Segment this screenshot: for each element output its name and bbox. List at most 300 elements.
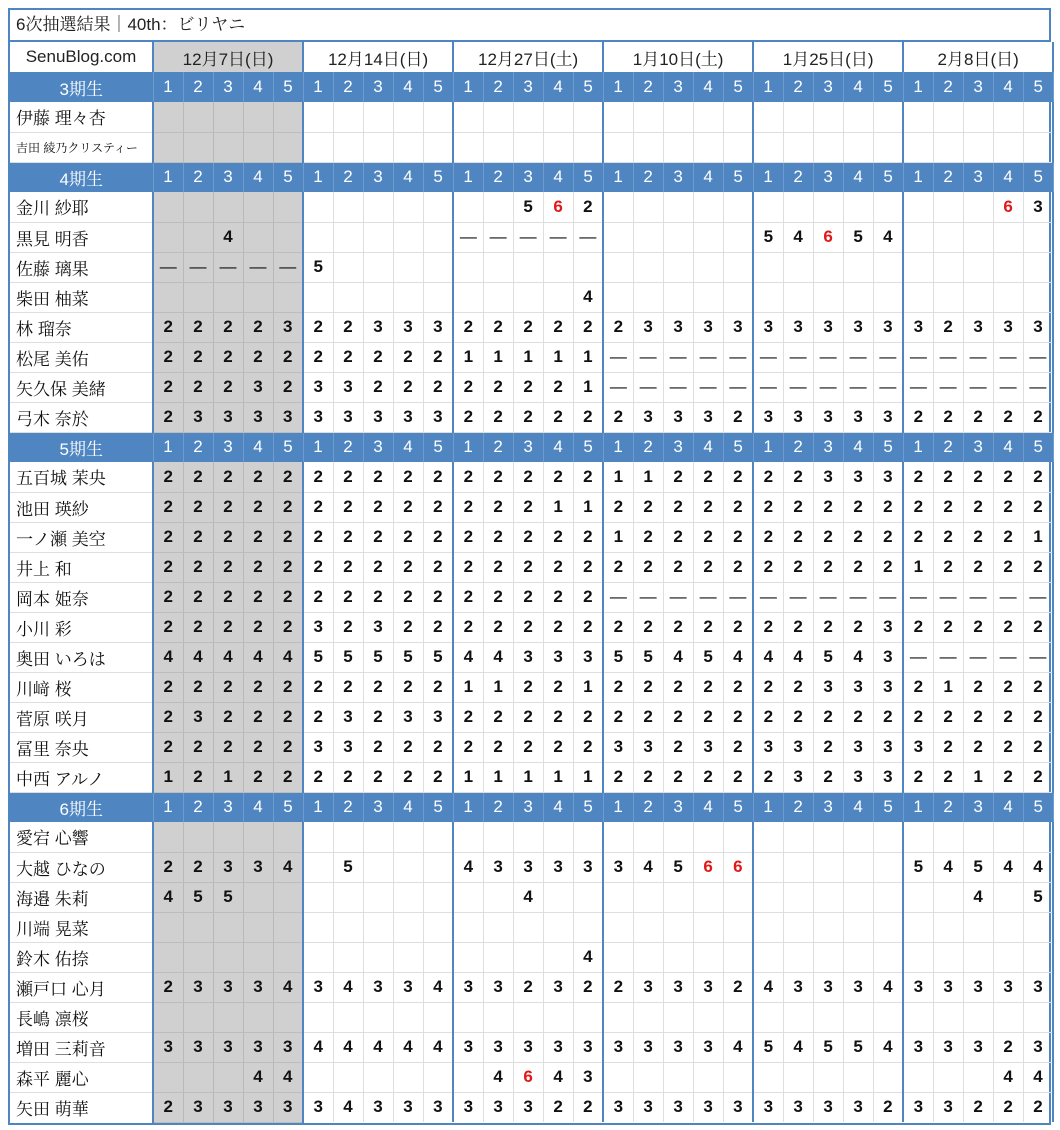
slot-number: 5	[573, 432, 603, 462]
result-cell: 3	[873, 762, 903, 792]
result-cell	[243, 912, 273, 942]
result-cell: 3	[783, 762, 813, 792]
result-cell: 3	[273, 402, 303, 432]
slot-number: 1	[303, 792, 333, 822]
result-cell: 2	[573, 1092, 603, 1122]
result-cell	[603, 132, 633, 162]
result-cell: 3	[903, 1092, 933, 1122]
result-cell: 2	[423, 582, 453, 612]
slot-number: 2	[483, 792, 513, 822]
result-cell: 3	[423, 402, 453, 432]
result-cell: 2	[843, 612, 873, 642]
result-cell	[843, 1062, 873, 1092]
result-cell: 2	[573, 702, 603, 732]
result-cell: 2	[303, 312, 333, 342]
slot-number: 3	[363, 432, 393, 462]
slot-number: 1	[453, 792, 483, 822]
result-cell	[873, 852, 903, 882]
result-cell: 3	[303, 372, 333, 402]
result-cell: 4	[333, 1032, 363, 1062]
member-name: 弓木 奈於	[10, 402, 153, 432]
result-cell: 2	[273, 372, 303, 402]
member-row	[10, 222, 1053, 252]
result-cell	[573, 822, 603, 852]
slot-number: 4	[693, 72, 723, 102]
result-cell: —	[633, 582, 663, 612]
result-cell	[633, 822, 663, 852]
result-cell	[603, 912, 633, 942]
result-cell: 2	[483, 552, 513, 582]
result-cell: 4	[423, 1032, 453, 1062]
result-cell: 3	[303, 1092, 333, 1122]
result-cell	[153, 192, 183, 222]
result-cell	[543, 912, 573, 942]
result-cell: 2	[153, 672, 183, 702]
result-cell: 3	[633, 972, 663, 1002]
result-cell	[903, 222, 933, 252]
result-cell	[243, 132, 273, 162]
result-cell: 2	[663, 762, 693, 792]
result-cell	[513, 1002, 543, 1032]
result-cell	[993, 282, 1023, 312]
result-cell	[753, 942, 783, 972]
result-cell	[273, 222, 303, 252]
result-cell: 2	[513, 402, 543, 432]
result-cell: 2	[273, 762, 303, 792]
result-cell	[423, 1002, 453, 1032]
result-cell	[273, 942, 303, 972]
result-cell: 2	[603, 312, 633, 342]
result-cell: 4	[1023, 852, 1053, 882]
result-cell	[393, 282, 423, 312]
result-cell	[663, 132, 693, 162]
slot-number: 5	[423, 432, 453, 462]
result-cell	[633, 222, 663, 252]
result-cell: 5	[183, 882, 213, 912]
result-cell: —	[993, 642, 1023, 672]
result-cell	[273, 1002, 303, 1032]
result-cell: 2	[663, 462, 693, 492]
slot-number: 5	[273, 72, 303, 102]
result-cell: —	[933, 342, 963, 372]
result-cell: 5	[393, 642, 423, 672]
result-cell	[333, 192, 363, 222]
slot-number: 4	[243, 792, 273, 822]
member-row	[10, 132, 1053, 162]
result-cell	[153, 282, 183, 312]
result-cell	[663, 252, 693, 282]
result-cell: 3	[363, 312, 393, 342]
result-cell	[843, 1002, 873, 1032]
result-cell	[783, 132, 813, 162]
result-cell	[693, 942, 723, 972]
result-cell: 3	[843, 672, 873, 702]
result-cell: 2	[363, 732, 393, 762]
result-cell	[663, 102, 693, 132]
result-cell	[483, 252, 513, 282]
result-cell: 3	[513, 1092, 543, 1122]
slot-number: 3	[813, 432, 843, 462]
result-cell	[843, 912, 873, 942]
date-header-2: 12月14日(日)	[303, 42, 453, 72]
result-cell: 2	[453, 372, 483, 402]
result-cell: 2	[453, 402, 483, 432]
slot-number: 1	[603, 432, 633, 462]
result-cell: —	[783, 582, 813, 612]
result-cell	[423, 192, 453, 222]
result-cell: 1	[153, 762, 183, 792]
result-cell: 2	[663, 612, 693, 642]
slot-number: 2	[483, 162, 513, 192]
member-row	[10, 642, 1053, 672]
result-cell: 3	[423, 312, 453, 342]
result-cell	[1023, 132, 1053, 162]
result-cell: 3	[153, 1032, 183, 1062]
result-cell: 2	[753, 492, 783, 522]
result-cell: 2	[843, 552, 873, 582]
result-cell: 3	[243, 1092, 273, 1122]
result-cell: 2	[663, 732, 693, 762]
result-cell: 3	[873, 402, 903, 432]
result-cell	[483, 912, 513, 942]
result-cell	[963, 252, 993, 282]
result-cell: 3	[483, 1032, 513, 1062]
date-header-3: 12月27日(土)	[453, 42, 603, 72]
result-cell: 3	[783, 1092, 813, 1122]
result-cell	[873, 282, 903, 312]
result-cell	[813, 1002, 843, 1032]
result-cell	[393, 942, 423, 972]
result-cell: —	[783, 372, 813, 402]
result-cell: 4	[1023, 1062, 1053, 1092]
slot-number: 1	[753, 162, 783, 192]
result-cell: 3	[423, 1092, 453, 1122]
result-cell	[483, 942, 513, 972]
result-cell	[543, 942, 573, 972]
result-cell	[813, 912, 843, 942]
result-cell: 3	[243, 852, 273, 882]
slot-number: 2	[483, 72, 513, 102]
result-cell: 4	[543, 1062, 573, 1092]
result-cell	[783, 852, 813, 882]
result-cell: 2	[963, 402, 993, 432]
result-cell: 3	[753, 402, 783, 432]
result-cell	[453, 882, 483, 912]
result-cell	[363, 882, 393, 912]
slot-number: 3	[363, 792, 393, 822]
result-cell: 2	[423, 732, 453, 762]
result-cell: 2	[633, 672, 663, 702]
result-cell: 1	[453, 672, 483, 702]
result-cell: —	[903, 342, 933, 372]
result-cell: 2	[723, 492, 753, 522]
result-cell: 2	[543, 462, 573, 492]
result-cell: 2	[873, 492, 903, 522]
result-cell: 2	[1023, 672, 1053, 702]
slot-number: 4	[993, 162, 1023, 192]
slot-number: 1	[303, 72, 333, 102]
result-cell	[723, 882, 753, 912]
result-cell: 2	[573, 552, 603, 582]
result-cell	[873, 102, 903, 132]
result-cell: —	[963, 342, 993, 372]
result-cell	[813, 882, 843, 912]
slot-number: 5	[573, 72, 603, 102]
result-cell: 2	[183, 372, 213, 402]
slot-number: 3	[513, 432, 543, 462]
result-cell: 1	[603, 522, 633, 552]
result-cell	[363, 1062, 393, 1092]
result-cell: 2	[783, 612, 813, 642]
result-cell	[813, 192, 843, 222]
slot-number: 2	[183, 72, 213, 102]
member-row	[10, 672, 1053, 702]
result-cell: 2	[603, 702, 633, 732]
result-cell	[693, 882, 723, 912]
result-cell: 2	[573, 402, 603, 432]
result-cell: 6	[993, 192, 1023, 222]
result-cell	[693, 282, 723, 312]
result-cell: 2	[813, 492, 843, 522]
result-cell: 2	[333, 462, 363, 492]
result-cell: 3	[243, 402, 273, 432]
result-cell: 2	[243, 672, 273, 702]
slot-number: 2	[183, 162, 213, 192]
result-cell	[663, 1002, 693, 1032]
result-cell: 2	[243, 582, 273, 612]
result-cell	[903, 882, 933, 912]
result-cell: 5	[813, 642, 843, 672]
result-cell: 2	[903, 462, 933, 492]
result-cell	[663, 282, 693, 312]
slot-number: 3	[963, 792, 993, 822]
result-cell	[213, 132, 243, 162]
member-name: 増田 三莉音	[10, 1032, 153, 1062]
result-cell: 2	[783, 552, 813, 582]
result-cell	[393, 252, 423, 282]
result-cell: 2	[933, 492, 963, 522]
result-cell	[303, 222, 333, 252]
result-cell: 4	[783, 642, 813, 672]
result-cell: 4	[273, 642, 303, 672]
result-cell	[723, 1002, 753, 1032]
result-cell: 3	[843, 312, 873, 342]
slot-number: 4	[993, 792, 1023, 822]
result-cell: 2	[633, 612, 663, 642]
result-cell	[693, 912, 723, 942]
result-cell	[633, 132, 663, 162]
result-cell	[573, 912, 603, 942]
result-cell: 2	[513, 522, 543, 552]
result-cell	[933, 192, 963, 222]
result-cell: 2	[153, 492, 183, 522]
result-cell	[1023, 222, 1053, 252]
result-cell	[693, 822, 723, 852]
result-cell	[453, 1002, 483, 1032]
slot-number: 5	[423, 162, 453, 192]
result-cell	[693, 192, 723, 222]
result-cell: 3	[783, 402, 813, 432]
result-cell	[963, 1062, 993, 1092]
result-cell: 2	[453, 732, 483, 762]
result-cell: 2	[903, 402, 933, 432]
result-cell	[873, 252, 903, 282]
result-cell	[393, 882, 423, 912]
result-cell: 2	[213, 732, 243, 762]
result-cell: 2	[1023, 702, 1053, 732]
result-cell: 2	[453, 552, 483, 582]
result-cell: 2	[243, 522, 273, 552]
result-cell: 3	[603, 1092, 633, 1122]
result-cell	[783, 1062, 813, 1092]
member-name: 五百城 茉央	[10, 462, 153, 492]
result-cell: 2	[663, 702, 693, 732]
result-cell: 2	[933, 732, 963, 762]
result-cell: 2	[393, 672, 423, 702]
result-cell: 6	[693, 852, 723, 882]
result-cell: —	[873, 582, 903, 612]
slot-number: 3	[813, 72, 843, 102]
result-cell: 2	[573, 612, 603, 642]
result-cell	[273, 882, 303, 912]
result-cell: 1	[603, 462, 633, 492]
result-cell	[963, 942, 993, 972]
result-cell: 3	[933, 972, 963, 1002]
result-cell: 2	[303, 762, 333, 792]
result-cell: 3	[483, 852, 513, 882]
result-cell: 2	[483, 612, 513, 642]
slot-number: 5	[873, 792, 903, 822]
result-cell: —	[573, 222, 603, 252]
result-cell	[693, 1062, 723, 1092]
result-cell: 2	[663, 492, 693, 522]
result-cell: 2	[303, 492, 333, 522]
result-cell: 3	[693, 1092, 723, 1122]
date-header-row	[10, 42, 1053, 72]
result-cell	[933, 132, 963, 162]
result-cell: 4	[753, 642, 783, 672]
result-cell: 3	[753, 1092, 783, 1122]
result-cell: 3	[813, 462, 843, 492]
result-cell: 2	[603, 972, 633, 1002]
result-cell: 2	[153, 462, 183, 492]
result-cell: 3	[903, 972, 933, 1002]
result-cell	[333, 222, 363, 252]
result-cell: 2	[783, 522, 813, 552]
result-cell: —	[813, 372, 843, 402]
result-cell	[663, 222, 693, 252]
result-cell: —	[633, 342, 663, 372]
slot-number: 1	[603, 792, 633, 822]
result-cell: 2	[783, 672, 813, 702]
result-cell: 2	[543, 612, 573, 642]
result-cell	[543, 1002, 573, 1032]
result-cell	[813, 282, 843, 312]
result-cell: 4	[333, 1092, 363, 1122]
result-cell: —	[693, 342, 723, 372]
slot-number: 4	[693, 792, 723, 822]
result-cell	[453, 912, 483, 942]
slot-number: 3	[663, 72, 693, 102]
result-cell: 3	[663, 1032, 693, 1062]
result-cell: 4	[453, 642, 483, 672]
result-cell: 2	[753, 462, 783, 492]
result-cell: 3	[573, 1062, 603, 1092]
member-row	[10, 582, 1053, 612]
result-cell: 2	[153, 852, 183, 882]
result-cell	[843, 852, 873, 882]
result-cell: 2	[243, 702, 273, 732]
result-cell	[783, 882, 813, 912]
result-cell: 2	[363, 342, 393, 372]
result-cell: 5	[213, 882, 243, 912]
member-row	[10, 1002, 1053, 1032]
result-cell: 2	[153, 1092, 183, 1122]
result-cell: 2	[693, 702, 723, 732]
result-cell: 3	[393, 402, 423, 432]
slot-number: 5	[723, 432, 753, 462]
result-cell: 2	[363, 492, 393, 522]
result-cell: 3	[633, 732, 663, 762]
result-cell: 2	[693, 462, 723, 492]
result-cell	[183, 912, 213, 942]
member-row	[10, 192, 1053, 222]
slot-number: 3	[363, 72, 393, 102]
result-cell: 3	[183, 402, 213, 432]
result-cell	[723, 822, 753, 852]
slot-number: 2	[933, 162, 963, 192]
slot-number: 1	[153, 162, 183, 192]
slot-number: 4	[843, 792, 873, 822]
slot-number: 2	[333, 792, 363, 822]
result-cell: 2	[513, 372, 543, 402]
slot-number: 2	[783, 432, 813, 462]
result-cell: 2	[543, 1092, 573, 1122]
result-cell	[393, 1002, 423, 1032]
result-cell	[993, 942, 1023, 972]
result-cell: 2	[243, 552, 273, 582]
result-cell: 1	[963, 762, 993, 792]
result-cell: 3	[213, 402, 243, 432]
result-cell: 2	[993, 552, 1023, 582]
result-cell	[963, 822, 993, 852]
result-cell: 3	[903, 312, 933, 342]
result-cell	[813, 822, 843, 852]
result-cell: 2	[483, 492, 513, 522]
result-cell: 2	[303, 462, 333, 492]
result-cell: 2	[1023, 492, 1053, 522]
slot-number: 5	[723, 72, 753, 102]
result-cell: 3	[693, 312, 723, 342]
result-cell	[903, 912, 933, 942]
result-cell: 2	[333, 672, 363, 702]
result-cell	[963, 222, 993, 252]
slot-number: 1	[903, 792, 933, 822]
result-cell: 3	[363, 1092, 393, 1122]
slot-number: 2	[333, 162, 363, 192]
slot-number: 2	[783, 72, 813, 102]
result-cell: 3	[513, 852, 543, 882]
result-cell: 3	[483, 1092, 513, 1122]
member-row	[10, 762, 1053, 792]
slot-number: 5	[423, 72, 453, 102]
result-cell: 5	[423, 642, 453, 672]
result-cell: 2	[453, 522, 483, 552]
result-cell	[753, 1002, 783, 1032]
result-cell	[753, 192, 783, 222]
result-cell: 2	[663, 672, 693, 702]
result-cell: 3	[543, 972, 573, 1002]
